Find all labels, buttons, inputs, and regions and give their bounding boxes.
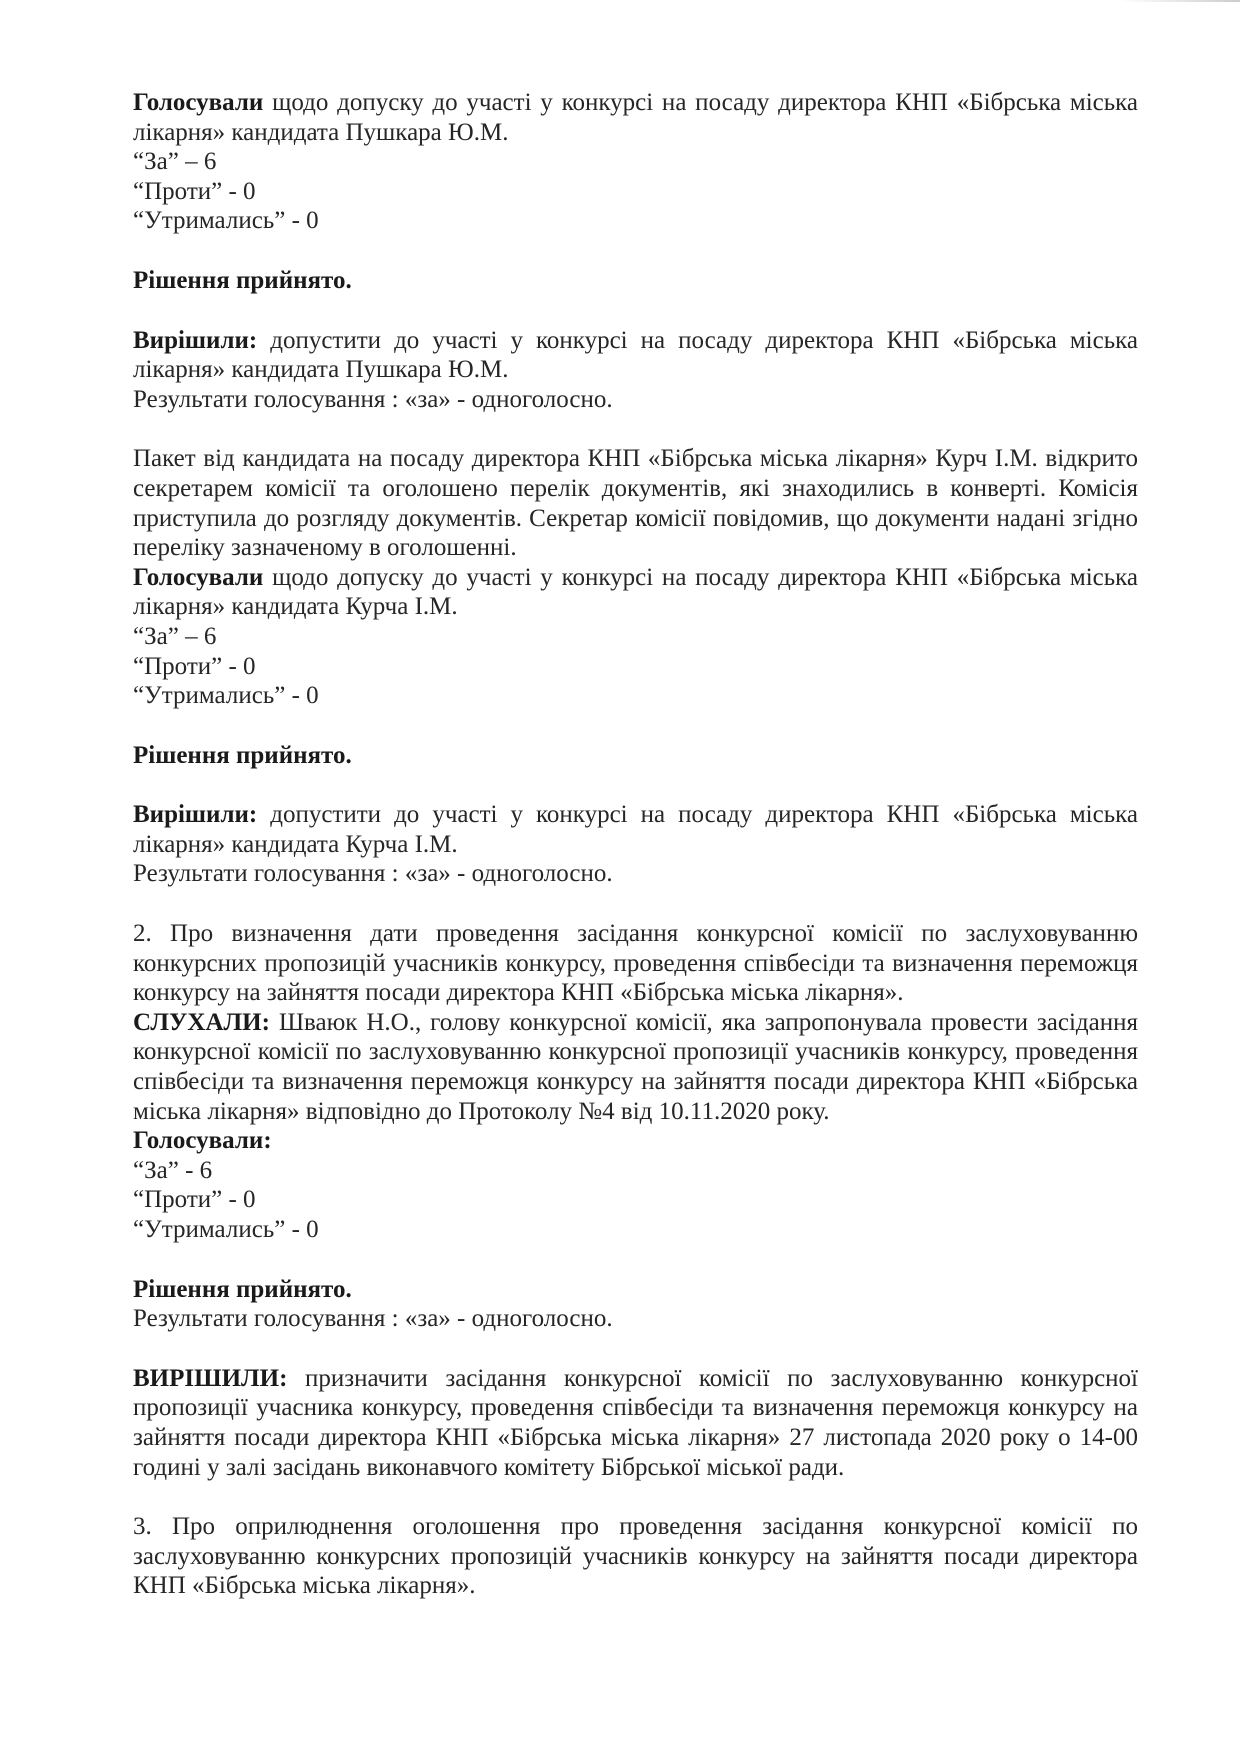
vote-text: щодо допуску до участі у конкурсі на посаду директора КНП «Бібрська міська лікарня» кандидата Курча І.М.: [133, 563, 1138, 621]
resolved-label: Вирішили:: [133, 801, 258, 829]
voted-heading: Голосували:: [133, 1127, 272, 1155]
vote-abstain: “Утримались” - 0: [133, 682, 319, 710]
document-body: [133, 88, 1138, 1601]
package-paragraph-kurch: Пакет від кандидата на посаду директора КНП «Бібрська міська лікарня» Курч І.М. відкрито секретарем комісії та оголошено перелік документів, які знаходились в конверті. Комісія приступила до розгляду документів. Секретар комісії повідомив, що документи надані згідно переліку зазначеному в оголошенні.: [133, 445, 1138, 562]
vote-paragraph-kurch: [133, 563, 1138, 622]
resolution-text: допустити до участі у конкурсі на посаду директора КНП «Бібрська міська лікарня» кандидата Курча І.М.: [133, 801, 1138, 858]
resolved-label: Вирішили:: [133, 326, 258, 354]
agenda-item-2: 2. Про визначення дати проведення засідання конкурсної комісії по заслуховуванню конкурсних пропозицій учасників конкурсу, проведення співбесіди та визначення переможця конкурсу на зайняття посади директора КНП «Бібрська міська лікарня».: [133, 920, 1138, 1007]
vote-against: “Проти” - 0: [133, 177, 256, 205]
vote-abstain: “Утримались” - 0: [133, 207, 319, 235]
vote-for: “За” – 6: [133, 148, 217, 176]
resolution-text: допустити до участі у конкурсі на посаду директора КНП «Бібрська міська лікарня» кандидата Пушкара Ю.М.: [133, 326, 1138, 384]
scan-artifact: [1120, 0, 1240, 2]
decision-adopted: Рішення прийнято.: [133, 1275, 352, 1303]
voted-label: Голосували: [133, 89, 264, 116]
decision-adopted: Рішення прийнято.: [133, 266, 352, 294]
resolution-pushkar: [133, 326, 1138, 385]
agenda-item-3: 3. Про оприлюднення оголошення про проведення засідання конкурсної комісії по заслуховуванню конкурсних пропозицій учасників конкурсу на зайняття посади директора КНП «Бібрська міська лікарня».: [133, 1513, 1138, 1600]
resolution-meeting-date: [133, 1364, 1138, 1482]
vote-result: Результати голосування : «за» - одноголосно.: [133, 860, 613, 888]
vote-for: “За” – 6: [133, 622, 217, 650]
heard-paragraph: [133, 1008, 1138, 1126]
heard-label: СЛУХАЛИ:: [133, 1008, 270, 1036]
heard-text: Шваюк Н.О., голову конкурсної комісії, яка запропонувала провести засідання конкурсної комісії по заслуховуванню конкурсної пропозиції учасників конкурсу, проведення співбесіди та визначення переможця конкурсу на зайняття посади директора КНП «Бібрська міська лікарня» відповідно до Протоколу №4 від 10.11.2020 року.: [133, 1008, 1138, 1125]
vote-text: щодо допуску до участі у конкурсі на посаду директора КНП «Бібрська міська лікарня» кандидата Пушкара Ю.М.: [133, 89, 1138, 146]
vote-result: Результати голосування : «за» - одноголосно.: [133, 1305, 613, 1333]
voted-label: Голосували: [133, 563, 264, 591]
vote-against: “Проти” - 0: [133, 652, 256, 680]
resolution-text: призначити засідання конкурсної комісії по заслуховуванню конкурсної пропозиції учасника конкурсу, проведення співбесіди та визначення переможця конкурсу на зайняття посади директора КНП «Бібрська міська лікарня» 27 листопада 2020 року о 14-00 годині у залі засідань виконавчого комітету Бібрської міської ради.: [133, 1364, 1138, 1481]
vote-paragraph-pushkar: [133, 88, 1138, 147]
vote-abstain: “Утримались” - 0: [133, 1216, 319, 1243]
vote-against: “Проти” - 0: [133, 1186, 256, 1214]
resolution-kurch: [133, 800, 1138, 859]
resolved-label: ВИРІШИЛИ:: [133, 1364, 288, 1392]
decision-adopted: Рішення прийнято.: [133, 741, 352, 769]
vote-result: Результати голосування : «за» - одноголосно.: [133, 385, 613, 413]
vote-for: “За” - 6: [133, 1156, 213, 1184]
